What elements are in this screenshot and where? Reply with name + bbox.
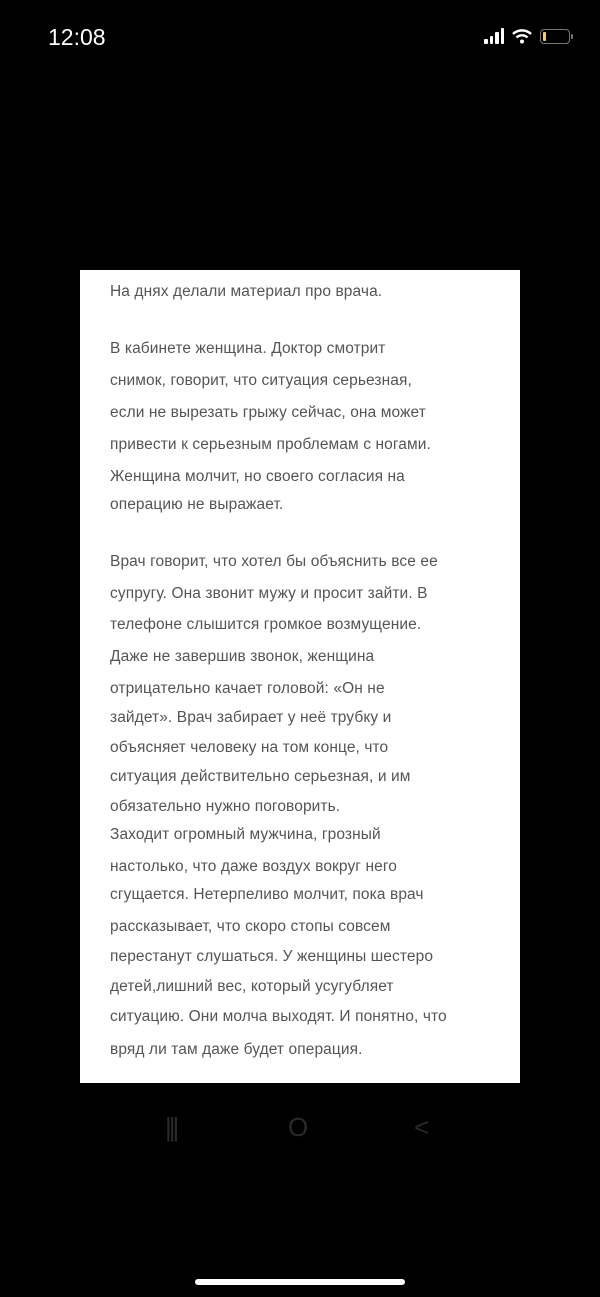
- post-text-line: Заходит огромный мужчина, грозный: [110, 826, 381, 843]
- post-text-line: объясняет человеку на том конце, что: [110, 739, 389, 756]
- post-text-line: отрицательно качает головой: «Он не: [110, 680, 385, 697]
- post-text-line: сгущается. Нетерпеливо молчит, пока врач: [110, 886, 424, 903]
- post-text-line: детей,лишний вес, который усугубляет: [110, 978, 394, 995]
- post-text-line: ситуация действительно серьезная, и им: [110, 768, 411, 785]
- post-text-line: супругу. Она звонит мужу и просит зайти. В: [110, 585, 428, 602]
- post-text-line: рассказывает, что скоро стопы совсем: [110, 918, 391, 935]
- post-text-line: Даже не завершив звонок, женщина: [110, 648, 375, 665]
- home-button[interactable]: O: [288, 1112, 309, 1142]
- post-screenshot: [80, 270, 520, 1083]
- post-text-line: операцию не выражает.: [110, 496, 284, 513]
- post-text-line: привести к серьезным проблемам с ногами.: [110, 436, 431, 453]
- post-text-line: настолько, что даже воздух вокруг него: [110, 858, 397, 875]
- recents-button[interactable]: |||: [165, 1112, 177, 1142]
- wifi-icon: [512, 29, 532, 44]
- status-time: 12:08: [48, 24, 106, 50]
- post-text-line: перестанут слушаться. У женщины шестеро: [110, 948, 434, 965]
- back-button[interactable]: <: [414, 1112, 430, 1142]
- post-text-line: Женщина молчит, но своего согласия на: [110, 468, 405, 485]
- post-text-line: телефоне слышится громкое возмущение.: [110, 616, 422, 633]
- battery-icon: [540, 29, 570, 44]
- post-text-line: зайдет». Врач забирает у неё трубку и: [110, 709, 392, 726]
- post-text-line: если не вырезать грыжу сейчас, она может: [110, 404, 426, 421]
- signal-icon: [484, 28, 504, 44]
- status-icons: [484, 28, 570, 44]
- home-indicator[interactable]: [195, 1279, 405, 1285]
- post-text-line: В кабинете женщина. Доктор смотрит: [110, 340, 386, 357]
- post-text-line: Врач говорит, что хотел бы объяснить все ее: [110, 553, 438, 570]
- post-text-line: снимок, говорит, что ситуация серьезная,: [110, 372, 412, 389]
- post-text-line: На днях делали материал про врача.: [110, 283, 383, 300]
- post-text-line: обязательно нужно поговорить.: [110, 798, 341, 815]
- post-text-line: ситуацию. Они молча выходят. И понятно, что: [110, 1008, 447, 1025]
- post-text-line: вряд ли там даже будет операция.: [110, 1041, 363, 1058]
